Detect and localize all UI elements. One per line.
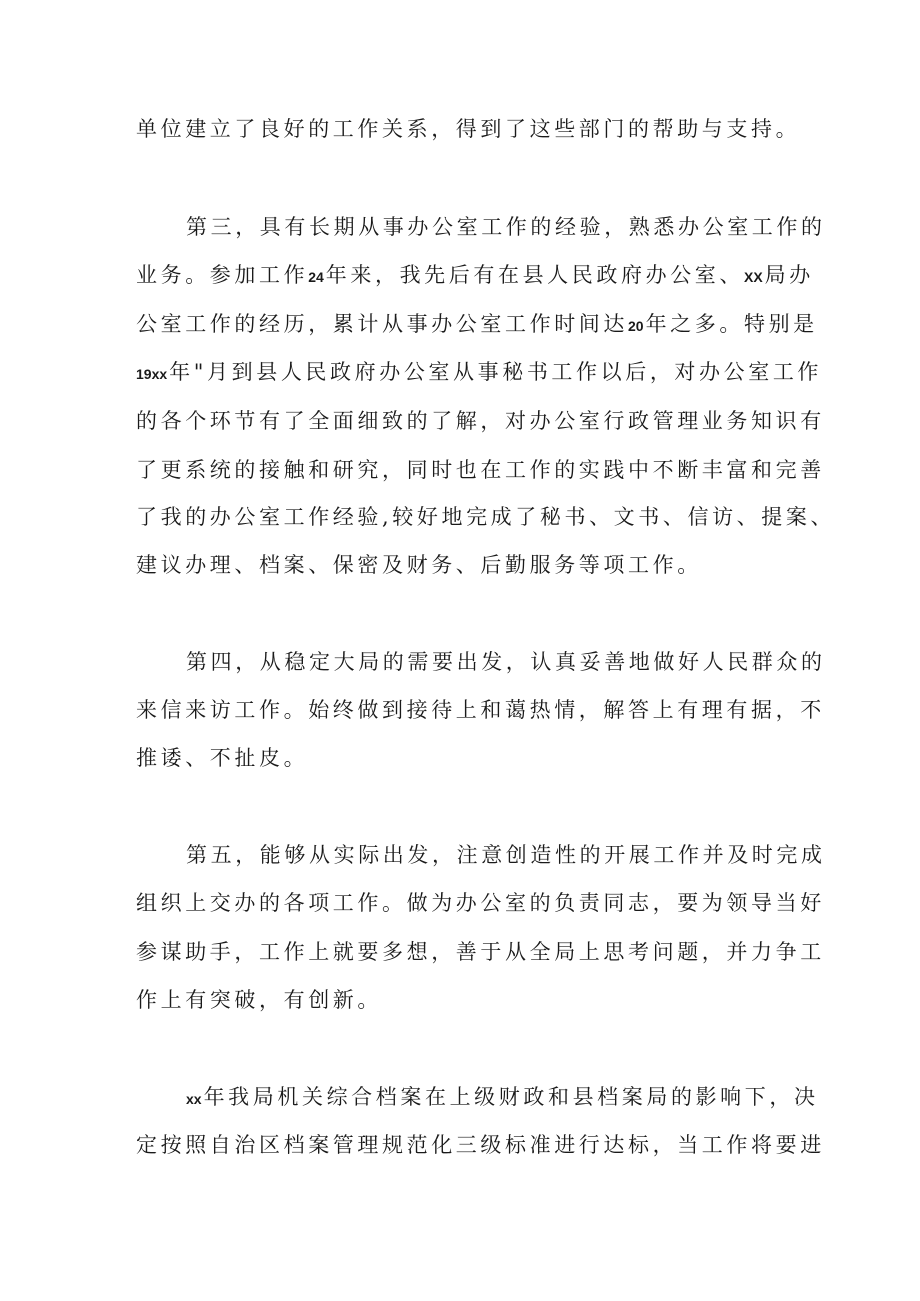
text-line [136, 502, 835, 532]
text-run: 的各个环节有了全面细致的了解，对办公室行政管理业务知识有 [136, 409, 825, 433]
text-run: 年"月到县人民政府办公室从事秘书工作以后，对办公室工作 [169, 360, 823, 384]
text-run: 第三，具有长期从事办公室工作的经验，熟悉办公室工作的 [186, 215, 826, 239]
text-run: 来信来访工作。始终做到接待上和蔼热情，解答上有理有据，不 [136, 698, 825, 722]
text-run: 局办 [764, 263, 814, 287]
text-line [136, 260, 814, 292]
number-text: 20 [628, 318, 644, 334]
text-line [136, 550, 702, 580]
text-run: 业务。参加工作 [136, 263, 309, 287]
text-run: 作上有突破，有创新。 [136, 988, 382, 1012]
number-text: 19xx [136, 366, 168, 382]
text-run: 参谋助手，工作上就要多想，善于从全局上思考问题，并力争工 [136, 940, 825, 964]
text-line [136, 357, 822, 389]
text-line [136, 455, 825, 485]
text-run: 年之多。特别是 [645, 312, 818, 336]
text-run: 了我的办公室工作经验,较好地完成了秘书、文书、信访、提案、 [136, 505, 836, 529]
text-run: 单位建立了良好的工作关系，得到了这些部门的帮助与支持。 [136, 117, 801, 141]
text-line [136, 888, 825, 918]
text-line [136, 114, 800, 144]
text-run: 年来，我先后有在县人民政府办公室、 [325, 263, 744, 287]
text-line [136, 937, 825, 967]
number-text: XX [743, 269, 763, 285]
text-run: 组织上交办的各项工作。做为办公室的负责同志，要为领导当好 [136, 891, 825, 915]
text-line [136, 985, 382, 1015]
text-run: 年我局机关综合档案在上级财政和县档案局的影响下，决 [203, 1085, 819, 1109]
text-run: 定按照自治区档案管理规范化三级标准进行达标，当工作将要进 [136, 1133, 825, 1157]
text-run: 建议办理、档案、保密及财务、后勤服务等项工作。 [136, 553, 702, 577]
text-line [186, 212, 826, 242]
text-line [136, 309, 818, 341]
text-line [136, 695, 825, 725]
text-line [186, 647, 826, 677]
text-run: 第五，能够从实际出发，注意创造性的开展工作并及时完成 [186, 843, 826, 867]
text-run: 公室工作的经历，累计从事办公室工作时间达 [136, 312, 628, 336]
text-line [186, 840, 826, 870]
number-text: 24 [308, 269, 324, 285]
number-text: xx [186, 1091, 202, 1107]
text-run: 第四，从稳定大局的需要出发，认真妥善地做好人民群众的 [186, 650, 826, 674]
text-line [136, 1130, 825, 1160]
text-line [136, 743, 308, 773]
text-line [186, 1082, 819, 1114]
text-run: 了更系统的接触和研究，同时也在工作的实践中不断丰富和完善 [136, 458, 825, 482]
text-line [136, 406, 825, 436]
text-run: 推诿、不扯皮。 [136, 746, 309, 770]
